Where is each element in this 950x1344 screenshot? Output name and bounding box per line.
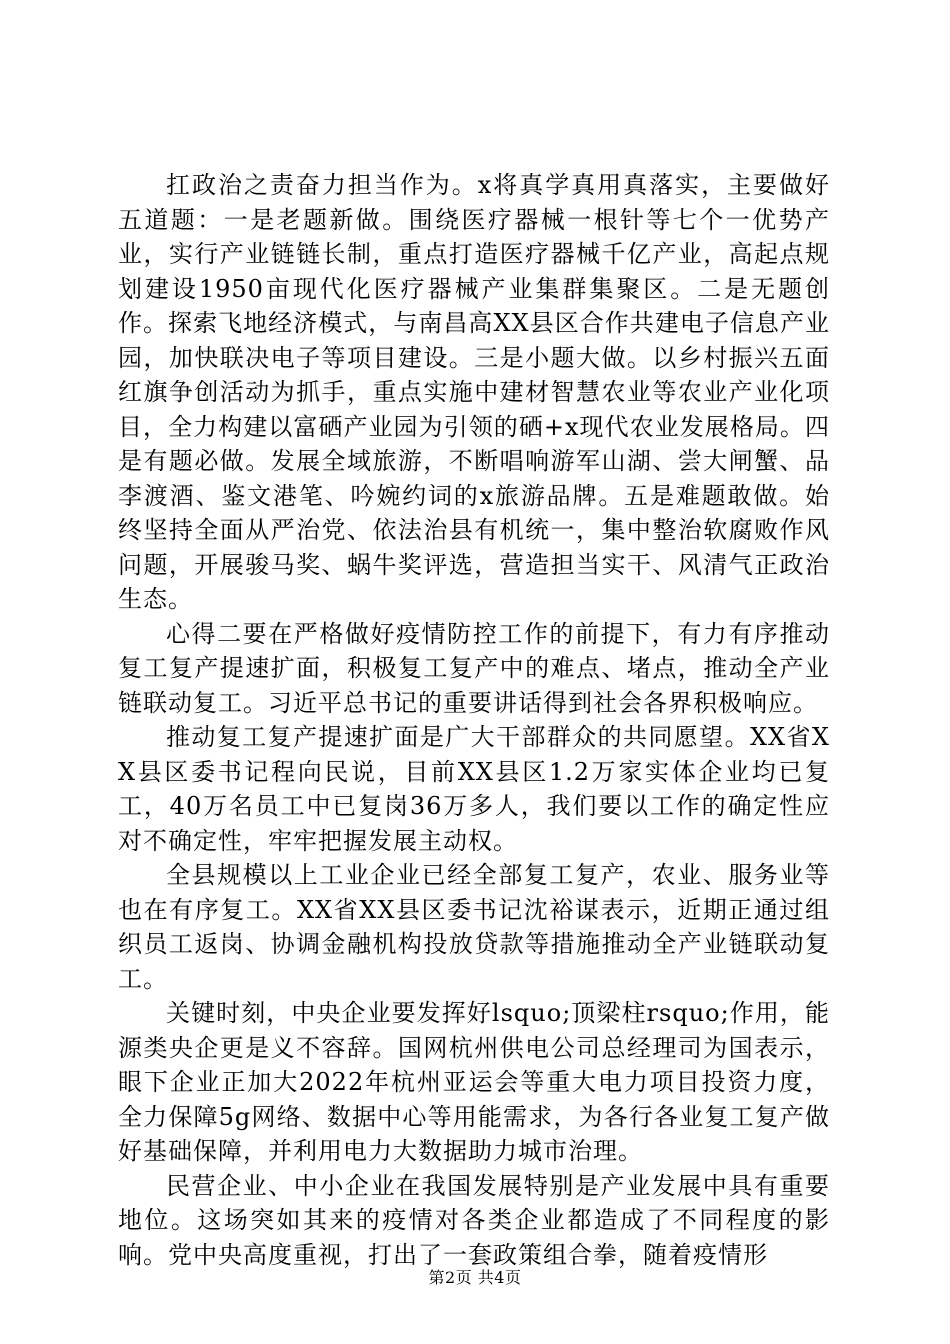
paragraph-5: 关键时刻，中央企业要发挥好lsquo;顶梁柱rsquo;作用，能源类央企更是义不容辞。国网杭州供电公司总经理司为国表示，眼下企业正加大2022年杭州亚运会等重大电力项目投资力度，全力保障5g网络、数据中心等用能需求，为各行各业复工复产做好基础保障，并利用电力大数据助力城市治理。 [118,999,830,1165]
paragraph-6: 民营企业、中小企业在我国发展特别是产业发展中具有重要地位。这场突如其来的疫情对各类企业都造成了不同程度的影响。党中央高度重视，打出了一套政策组合拳，随着疫情形 [118,1171,830,1269]
page-number-footer: 第2页 共4页 [428,1268,522,1287]
paragraph-2: 心得二要在严格做好疫情防控工作的前提下，有力有序推动复工复产提速扩面，积极复工复产中的难点、堵点，推动全产业链联动复工。习近平总书记的重要讲话得到社会各界积极响应。 [118,619,830,717]
paragraph-1: 扛政治之责奋力担当作为。x将真学真用真落实，主要做好五道题：一是老题新做。围绕医疗器械一根针等七个一优势产业，实行产业链链长制，重点打造医疗器械千亿产业，高起点规划建设1950亩现代化医疗器械产业集群集聚区。二是无题创作。探索飞地经济模式，与南昌高XX县区合作共建电子信息产业园，加快联决电子等项目建设。三是小题大做。以乡村振兴五面红旗争创活动为抓手，重点实施中建材智慧农业等农业产业化项目，全力构建以富硒产业园为引领的硒+x现代农业发展格局。四是有题必做。发展全域旅游，不断唱响游军山湖、尝大闸蟹、品李渡酒、鉴文港笔、吟婉约词的x旅游品牌。五是难题敢做。始终坚持全面从严治党、依法治县有机统一，集中整治软腐败作风问题，开展骏马奖、蜗牛奖评选，营造担当实干、风清气正政治生态。 [118,171,830,613]
paragraph-3: 推动复工复产提速扩面是广大干部群众的共同愿望。XX省XX县区委书记程向民说，目前XX县区1.2万家实体企业均已复工，40万名员工中已复岗36万多人，我们要以工作的确定性应对不确定性，牢牢把握发展主动权。 [118,723,830,855]
document-body [118,168,830,1272]
paragraph-4: 全县规模以上工业企业已经全部复工复产，农业、服务业等也在有序复工。XX省XX县区委书记沈裕谋表示，近期正通过组织员工返岗、协调金融机构投放贷款等措施推动全产业链联动复工。 [118,861,830,993]
